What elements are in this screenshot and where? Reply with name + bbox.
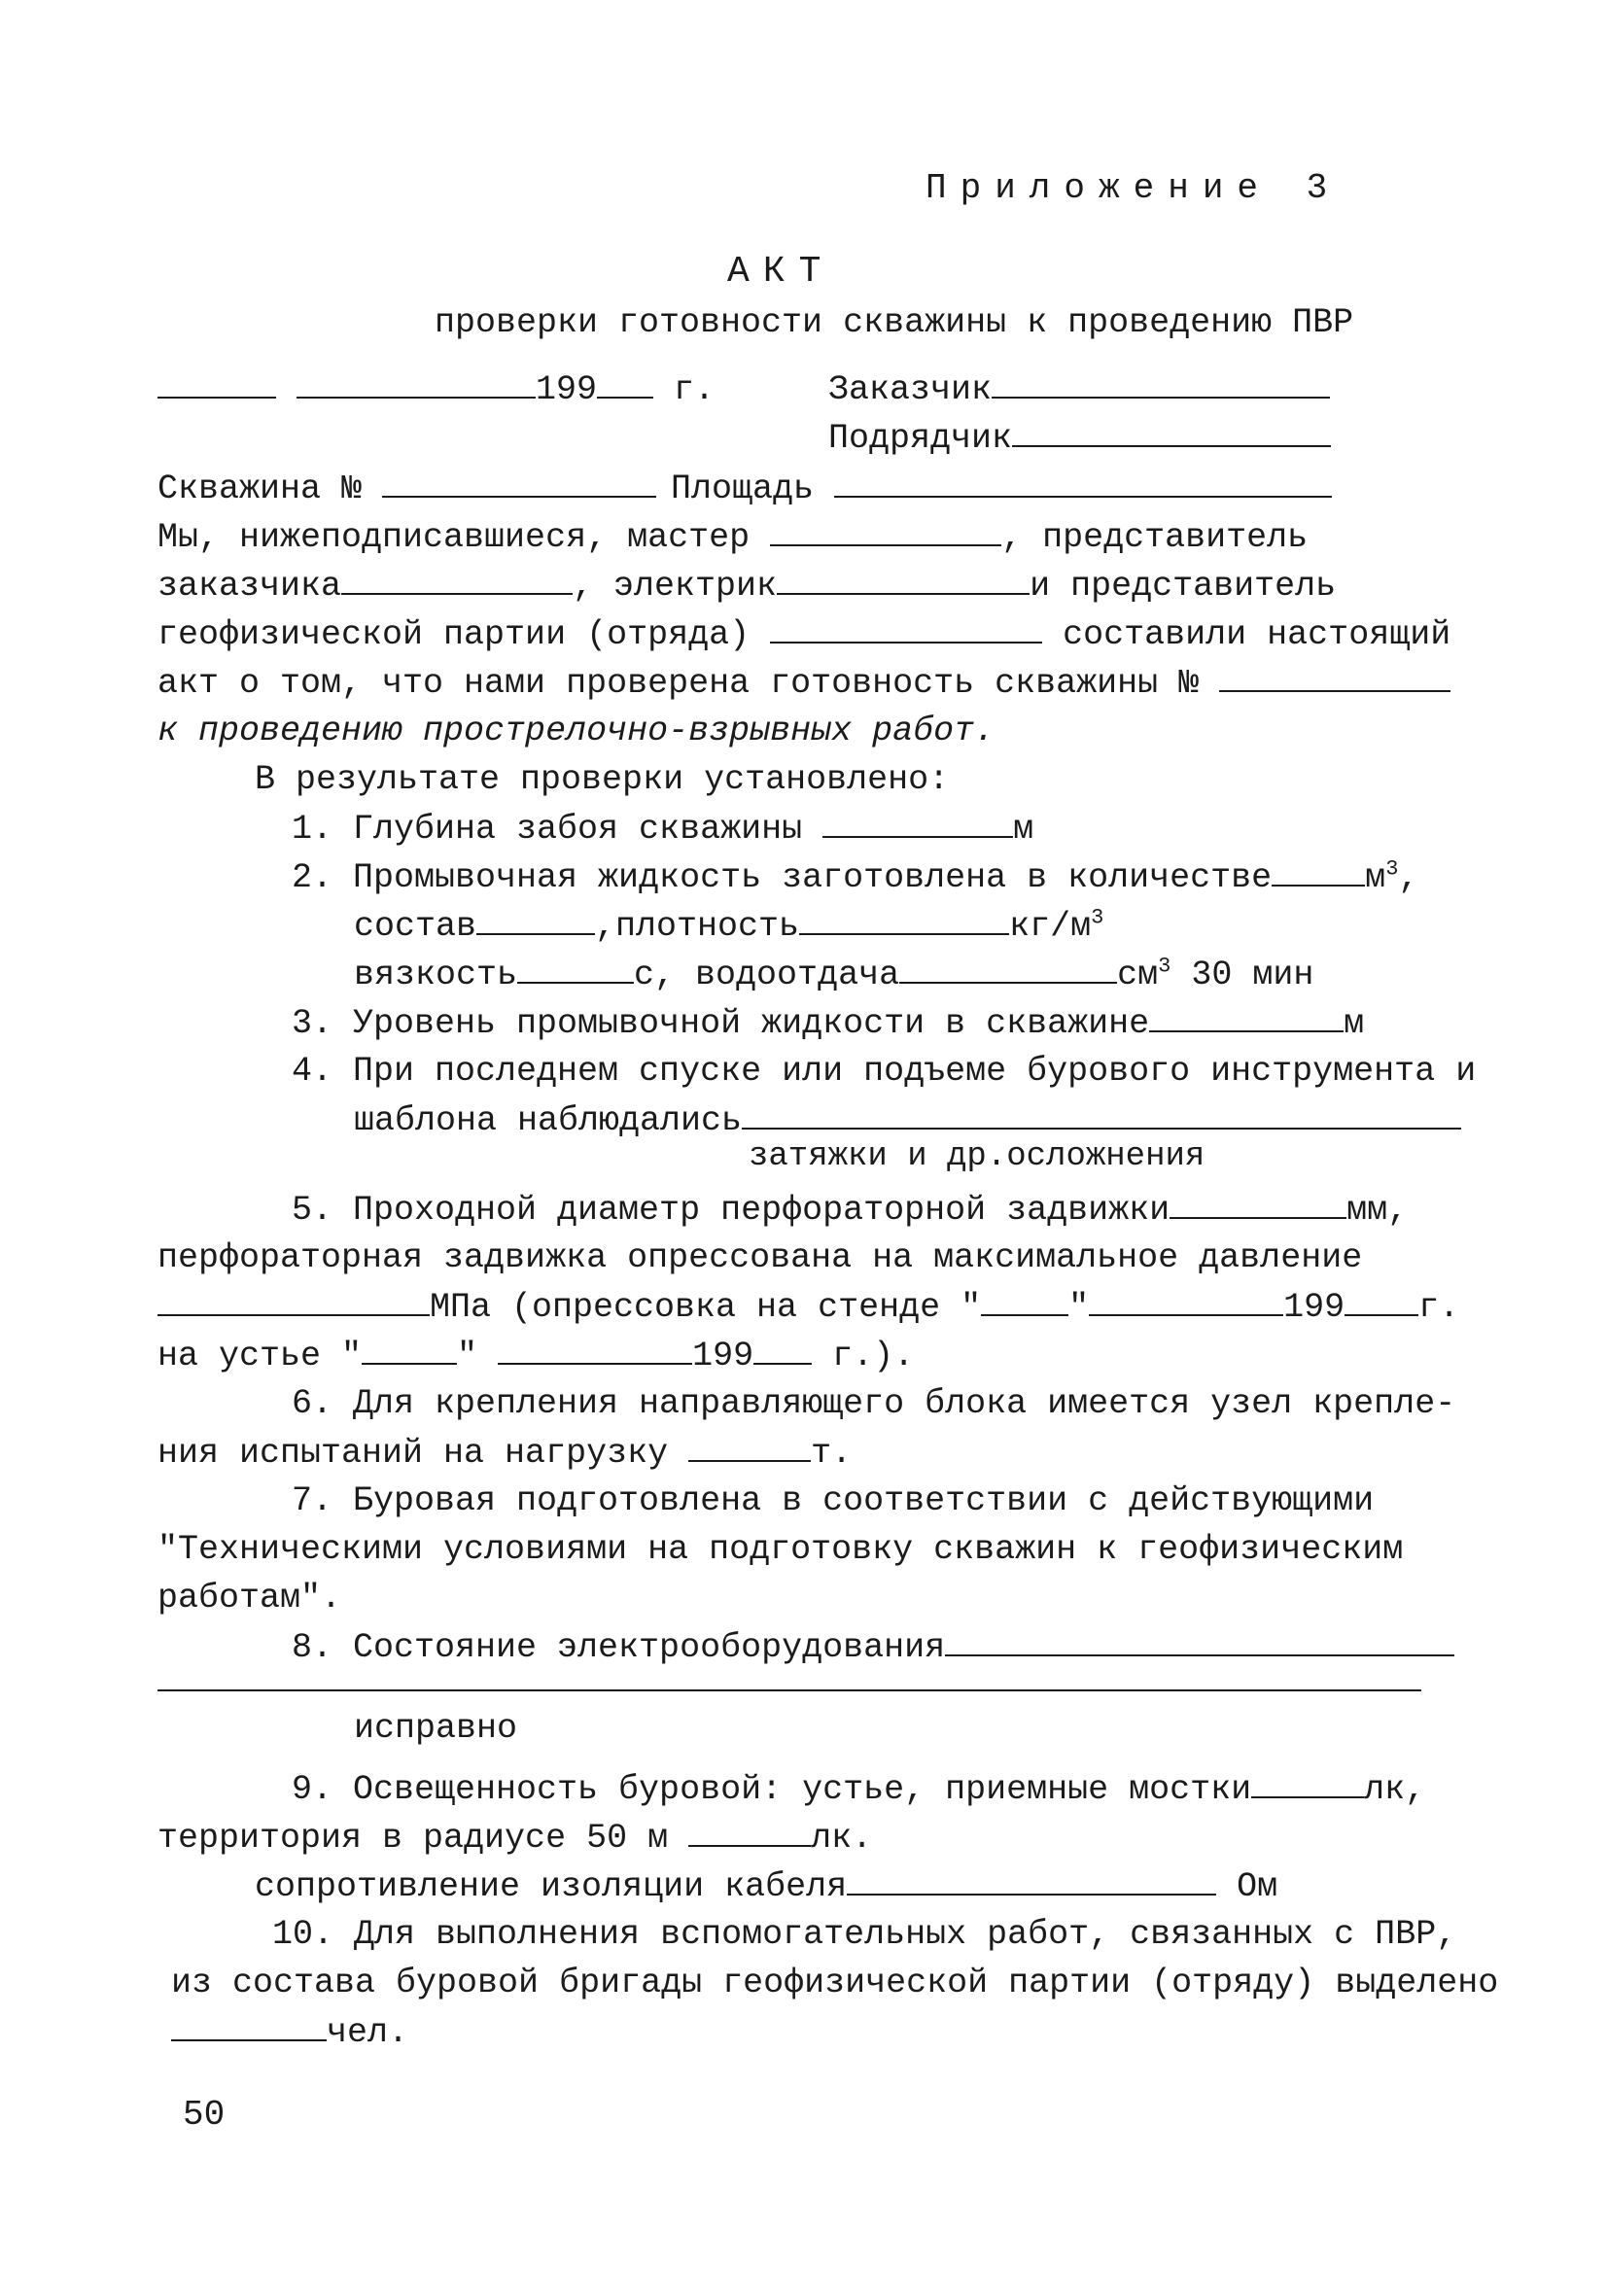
item-2-line-1: 2. Промывочная жидкость заготовлена в количестве $м^3$,: [292, 856, 1419, 897]
item-9-line-2: территория в радиусе 50 м лк.: [157, 1816, 872, 1860]
intro-line-5: к проведению прострелочно-взрывных работ.: [157, 712, 996, 750]
document-subtitle: проверки готовности скважины к проведению ПВР: [435, 303, 1354, 342]
item-8-full-rule: [157, 1689, 1421, 1691]
item-6-line-1: 6. Для крепления направляющего блока имеется узел крепле-: [292, 1384, 1456, 1423]
customer-field: Заказчик: [828, 367, 1330, 411]
item-2-line-2: состав ,плотность $кг/м^3$: [354, 905, 1104, 946]
item-6-line-2: ния испытаний на нагрузку т.: [157, 1431, 852, 1475]
intro-line-6: В результате проверки установлено:: [255, 760, 950, 799]
item-4-line-2: шаблона наблюдались: [354, 1098, 1461, 1142]
item-4-line-1: 4. При последнем спуске или подъеме бурового инструмента и: [292, 1052, 1477, 1091]
item-10-line-1: 10. Для выполнения вспомогательных работ, связанных с ПВР,: [272, 1915, 1457, 1954]
item-8-line-1: 8. Состояние электрооборудования: [292, 1625, 1454, 1669]
item-2-line-3: вязкость с, водоотдача $см^3$ 30 мин: [354, 954, 1314, 994]
item-5-line-2: перфораторная задвижка опрессована на максимальное давление: [157, 1238, 1363, 1277]
well-field: Скважина №: [157, 467, 656, 510]
item-5-line-3: МПа (опрессовка на стенде " " 199 г.: [157, 1285, 1459, 1329]
item-7-line-1: 7. Буровая подготовлена в соответствии с действующими: [292, 1481, 1375, 1520]
contractor-field: Подрядчик: [828, 416, 1331, 460]
item-5-line-4: на устье " " 199 г.).: [157, 1334, 914, 1377]
item-9-line-3: сопротивление изоляции кабеля Ом: [255, 1864, 1277, 1908]
page-number: 50: [183, 2095, 226, 2135]
item-7-line-2: "Техническими условиями на подготовку скважин к геофизическим: [157, 1530, 1404, 1569]
date-line: 199 г.: [157, 367, 715, 411]
appendix-label: Приложение 3: [926, 168, 1342, 208]
item-7-line-3: работам".: [157, 1579, 342, 1618]
area-field: Площадь: [671, 467, 1332, 510]
item-3: 3. Уровень промывочной жидкости в скважине м: [292, 1001, 1364, 1045]
item-9-line-1: 9. Освещенность буровой: устье, приемные мостки лк,: [292, 1767, 1425, 1811]
intro-line-2: заказчика , электрик и представитель: [157, 564, 1336, 608]
intro-line-3: геофизической партии (отряда) составили настоящий: [157, 612, 1450, 656]
item-4-caption: затяжки и др.осложнения: [749, 1138, 1205, 1175]
intro-line-1: Мы, нижеподписавшиеся, мастер , представитель: [157, 515, 1308, 559]
item-8-value: исправно: [354, 1709, 518, 1748]
item-5-line-1: 5. Проходной диаметр перфораторной задвижки мм,: [292, 1188, 1408, 1232]
intro-line-4: акт о том, что нами проверена готовность скважины №: [157, 661, 1450, 705]
document-title: АКТ: [727, 251, 835, 293]
item-1: 1. Глубина забоя скважины м: [292, 807, 1033, 851]
item-10-line-3: чел.: [171, 2010, 408, 2054]
item-10-line-2: из состава буровой бригады геофизической партии (отряду) выделено: [171, 1964, 1499, 2002]
